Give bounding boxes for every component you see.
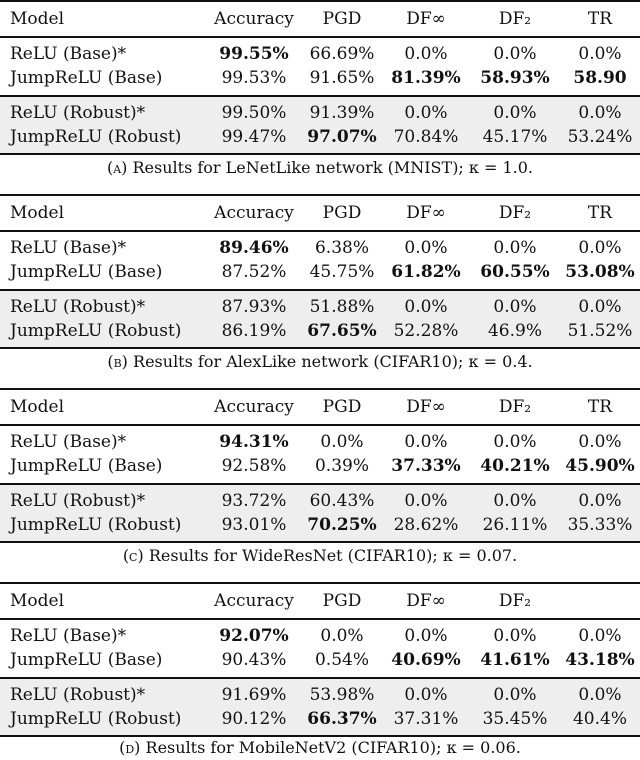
- cell-pgd: 0.0%: [320, 432, 364, 452]
- table-header-rule: [0, 36, 640, 38]
- cell-model: JumpReLU (Base): [10, 262, 163, 282]
- cell-df-2: 60.55%: [480, 262, 550, 282]
- table-bottom-rule: [0, 541, 640, 543]
- table-caption: [0, 737, 640, 759]
- table-caption: [0, 157, 640, 179]
- table-caption: [0, 351, 640, 373]
- cell-df-inf: 37.33%: [391, 456, 461, 476]
- table-row: [0, 489, 640, 513]
- cell-df-2: 40.21%: [480, 456, 550, 476]
- cell-accuracy: 91.69%: [221, 685, 287, 705]
- cell-pgd: 91.65%: [309, 68, 375, 88]
- cell-df-2: 0.0%: [493, 297, 537, 317]
- table-row: [0, 454, 640, 478]
- cell-tr: 53.08%: [565, 262, 635, 282]
- table-top-rule: [0, 194, 640, 196]
- header-df-2: DF₂: [498, 9, 532, 29]
- cell-pgd: 0.54%: [314, 650, 370, 670]
- cell-df-2: 46.9%: [487, 321, 543, 341]
- header-pgd: PGD: [322, 9, 362, 29]
- table-header-rule: [0, 424, 640, 426]
- table-row: [0, 648, 640, 672]
- cell-pgd: 70.25%: [307, 515, 377, 535]
- caption-text: Results for AlexLike network (CIFAR10); κ = 0.4.: [133, 352, 533, 371]
- cell-accuracy: 90.43%: [221, 650, 287, 670]
- cell-model: ReLU (Base)*: [10, 238, 127, 258]
- cell-df-inf: 40.69%: [391, 650, 461, 670]
- header-df-inf: DF∞: [406, 9, 446, 29]
- header-model: Model: [10, 397, 65, 417]
- cell-tr: 0.0%: [578, 432, 622, 452]
- cell-tr: 0.0%: [578, 44, 622, 64]
- cell-df-inf: 0.0%: [404, 44, 448, 64]
- cell-model: ReLU (Base)*: [10, 432, 127, 452]
- header-accuracy: Accuracy: [214, 591, 294, 611]
- cell-accuracy: 92.07%: [219, 626, 289, 646]
- cell-tr: 43.18%: [565, 650, 635, 670]
- cell-accuracy: 93.72%: [221, 491, 287, 511]
- cell-pgd: 0.0%: [320, 626, 364, 646]
- cell-df-2: 0.0%: [493, 432, 537, 452]
- cell-model: JumpReLU (Robust): [10, 709, 182, 729]
- header-tr: TR: [587, 397, 613, 417]
- table-row: [0, 430, 640, 454]
- table-row: [0, 513, 640, 537]
- cell-model: JumpReLU (Robust): [10, 127, 182, 147]
- header-df-inf: DF∞: [406, 397, 446, 417]
- table-row: [0, 683, 640, 707]
- caption-label: (a): [106, 158, 128, 177]
- cell-pgd: 66.69%: [309, 44, 375, 64]
- header-tr: TR: [587, 9, 613, 29]
- cell-df-2: 0.0%: [493, 238, 537, 258]
- cell-df-2: 0.0%: [493, 103, 537, 123]
- cell-model: ReLU (Robust)*: [10, 491, 146, 511]
- cell-pgd: 53.98%: [309, 685, 375, 705]
- cell-df-2: 0.0%: [493, 685, 537, 705]
- table-header-row: [0, 395, 640, 419]
- header-pgd: PGD: [322, 591, 362, 611]
- table-wideresnet: [0, 388, 640, 578]
- cell-tr: 58.90: [573, 68, 627, 88]
- header-df-2: DF₂: [498, 203, 532, 223]
- cell-df-inf: 0.0%: [404, 103, 448, 123]
- cell-accuracy: 99.50%: [221, 103, 287, 123]
- table-header-row: [0, 201, 640, 225]
- cell-tr: 40.4%: [572, 709, 628, 729]
- cell-accuracy: 86.19%: [221, 321, 287, 341]
- cell-df-inf: 0.0%: [404, 626, 448, 646]
- table-row: [0, 236, 640, 260]
- cell-model: JumpReLU (Robust): [10, 321, 182, 341]
- cell-tr: 0.0%: [578, 626, 622, 646]
- caption-label: (c): [122, 546, 144, 565]
- cell-df-inf: 52.28%: [393, 321, 459, 341]
- cell-df-2: 45.17%: [482, 127, 548, 147]
- cell-df-inf: 0.0%: [404, 491, 448, 511]
- cell-pgd: 66.37%: [307, 709, 377, 729]
- table-row: [0, 707, 640, 731]
- cell-model: JumpReLU (Base): [10, 68, 163, 88]
- header-model: Model: [10, 203, 65, 223]
- header-accuracy: Accuracy: [214, 9, 294, 29]
- header-model: Model: [10, 9, 65, 29]
- cell-df-2: 41.61%: [480, 650, 550, 670]
- caption-label: (d): [119, 738, 141, 757]
- cell-tr: 0.0%: [578, 103, 622, 123]
- cell-model: ReLU (Base)*: [10, 44, 127, 64]
- cell-pgd: 67.65%: [307, 321, 377, 341]
- table-row: [0, 295, 640, 319]
- table-row: [0, 260, 640, 284]
- cell-accuracy: 92.58%: [221, 456, 287, 476]
- table-row: [0, 624, 640, 648]
- cell-accuracy: 87.52%: [221, 262, 287, 282]
- cell-df-inf: 37.31%: [393, 709, 459, 729]
- header-accuracy: Accuracy: [214, 397, 294, 417]
- table-lenetlike: [0, 0, 640, 190]
- table-caption: [0, 545, 640, 567]
- cell-df-2: 35.45%: [482, 709, 548, 729]
- cell-tr: 51.52%: [567, 321, 633, 341]
- table-row: [0, 125, 640, 149]
- cell-tr: 0.0%: [578, 685, 622, 705]
- cell-accuracy: 87.93%: [221, 297, 287, 317]
- cell-df-2: 58.93%: [480, 68, 550, 88]
- header-df-inf: DF∞: [406, 203, 446, 223]
- table-row: [0, 319, 640, 343]
- table-mobilenetv2: [0, 582, 640, 760]
- cell-tr: 53.24%: [567, 127, 633, 147]
- table-row: [0, 101, 640, 125]
- table-header-rule: [0, 230, 640, 232]
- header-df-inf: DF∞: [406, 591, 446, 611]
- cell-df-inf: 0.0%: [404, 685, 448, 705]
- header-pgd: PGD: [322, 397, 362, 417]
- header-accuracy: Accuracy: [214, 203, 294, 223]
- table-alexlike: [0, 194, 640, 384]
- cell-model: JumpReLU (Base): [10, 650, 163, 670]
- caption-label: (b): [107, 352, 128, 371]
- table-row: [0, 66, 640, 90]
- cell-model: ReLU (Robust)*: [10, 103, 146, 123]
- caption-text: Results for WideResNet (CIFAR10); κ = 0.07.: [148, 546, 518, 565]
- cell-df-2: 0.0%: [493, 44, 537, 64]
- cell-df-inf: 0.0%: [404, 297, 448, 317]
- cell-pgd: 60.43%: [309, 491, 375, 511]
- cell-tr: 0.0%: [578, 238, 622, 258]
- cell-model: ReLU (Base)*: [10, 626, 127, 646]
- cell-pgd: 51.88%: [309, 297, 375, 317]
- table-top-rule: [0, 0, 640, 2]
- table-top-rule: [0, 582, 640, 584]
- cell-df-inf: 0.0%: [404, 238, 448, 258]
- table-top-rule: [0, 388, 640, 390]
- cell-model: ReLU (Robust)*: [10, 685, 146, 705]
- cell-pgd: 6.38%: [314, 238, 370, 258]
- table-header-row: [0, 7, 640, 31]
- cell-model: ReLU (Robust)*: [10, 297, 146, 317]
- cell-tr: 35.33%: [567, 515, 633, 535]
- cell-pgd: 91.39%: [309, 103, 375, 123]
- cell-accuracy: 99.53%: [221, 68, 287, 88]
- cell-tr: 0.0%: [578, 491, 622, 511]
- cell-df-2: 0.0%: [493, 491, 537, 511]
- table-header-row: [0, 589, 640, 613]
- cell-model: JumpReLU (Base): [10, 456, 163, 476]
- cell-accuracy: 89.46%: [219, 238, 289, 258]
- cell-df-inf: 0.0%: [404, 432, 448, 452]
- cell-df-2: 26.11%: [482, 515, 548, 535]
- cell-accuracy: 90.12%: [221, 709, 287, 729]
- caption-text: Results for LeNetLike network (MNIST); κ = 1.0.: [132, 158, 534, 177]
- table-bottom-rule: [0, 153, 640, 155]
- header-pgd: PGD: [322, 203, 362, 223]
- cell-accuracy: 99.55%: [219, 44, 289, 64]
- header-df-2: DF₂: [498, 591, 532, 611]
- cell-tr: 0.0%: [578, 297, 622, 317]
- cell-accuracy: 99.47%: [221, 127, 287, 147]
- cell-df-inf: 61.82%: [391, 262, 461, 282]
- caption-text: Results for MobileNetV2 (CIFAR10); κ = 0.06.: [145, 738, 521, 757]
- cell-pgd: 45.75%: [309, 262, 375, 282]
- table-bottom-rule: [0, 347, 640, 349]
- cell-df-2: 0.0%: [493, 626, 537, 646]
- cell-tr: 45.90%: [565, 456, 635, 476]
- cell-df-inf: 70.84%: [393, 127, 459, 147]
- table-row: [0, 42, 640, 66]
- table-header-rule: [0, 618, 640, 620]
- header-df-2: DF₂: [498, 397, 532, 417]
- cell-accuracy: 93.01%: [221, 515, 287, 535]
- cell-model: JumpReLU (Robust): [10, 515, 182, 535]
- cell-df-inf: 81.39%: [391, 68, 461, 88]
- cell-pgd: 0.39%: [314, 456, 370, 476]
- cell-pgd: 97.07%: [307, 127, 377, 147]
- header-tr: TR: [587, 203, 613, 223]
- cell-accuracy: 94.31%: [219, 432, 289, 452]
- cell-df-inf: 28.62%: [393, 515, 459, 535]
- header-model: Model: [10, 591, 65, 611]
